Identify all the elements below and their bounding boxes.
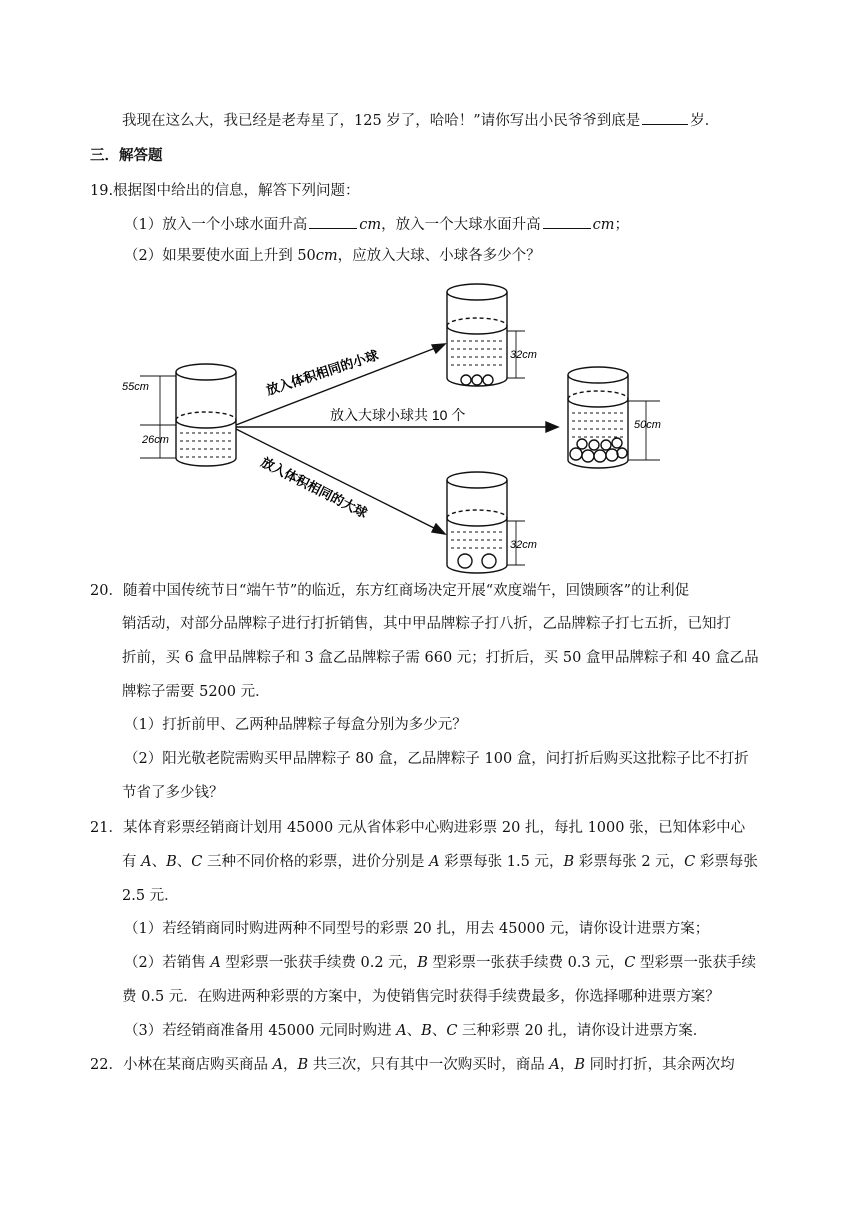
q20-part1: （1）打折前甲、乙两种品牌粽子每盒分别为多少元？ <box>124 717 467 733</box>
section-title: 三．解答题 <box>90 147 163 164</box>
q20-line4: 牌粽子需要 5200 元． <box>122 684 270 700</box>
unit: cm <box>359 217 382 233</box>
var-c: C <box>446 1023 458 1039</box>
right-cylinder <box>568 367 660 468</box>
text: ，放入一个大球水面升高 <box>381 217 541 233</box>
text: 型彩票一张获手续费 0.3 元， <box>427 955 625 971</box>
q21-part2-line2: 费 0.5 元．在购进两种彩票的方案中，为使销售完时获得手续费最多，你选择哪种进票方案？ <box>122 989 720 1005</box>
unit: cm <box>315 248 338 264</box>
var-a: A <box>429 854 440 870</box>
unit: cm <box>592 217 615 233</box>
var-b: B <box>166 854 177 870</box>
top-cylinder <box>447 284 525 386</box>
answer-blank-2[interactable] <box>543 214 591 229</box>
q20-part2-line1: （2）阳光敬老院需购买甲品牌粽子 80 盒，乙品牌粽子 100 盒，问打折后购买这批粽子比不打折 <box>124 751 749 767</box>
answer-blank-1[interactable] <box>309 214 357 229</box>
q19-part1 <box>124 214 629 235</box>
arrow-mid-label: 放入大球小球共 10 个 <box>330 407 466 423</box>
text: ； <box>614 217 629 233</box>
continuation-line <box>122 110 719 131</box>
var-c: C <box>624 955 636 971</box>
text: 有 <box>122 854 142 870</box>
var-a: A <box>396 1023 407 1039</box>
q20-line1: 20．随着中国传统节日“端午节”的临近，东方红商场决定开展“欢度端午，回馈顾客”的让利促 <box>90 583 690 599</box>
label-32-bottom: 32cm <box>510 539 537 551</box>
label-50: 50cm <box>634 419 661 431</box>
q21-part2 <box>124 953 756 973</box>
text: 彩票每张 1.5 元， <box>439 854 564 870</box>
label-26: 26cm <box>142 434 169 446</box>
var-a: A <box>272 1057 284 1073</box>
text: （3）若经销商准备用 45000 元同时购进 <box>124 1023 397 1039</box>
text: 共三次，只有其中一次购买时，商品 <box>308 1057 550 1073</box>
label-32-top: 32cm <box>510 349 537 361</box>
text: 22．小林在某商店购买商品 <box>90 1057 273 1073</box>
arrow-bottom-label: 放入体积相同的大球 <box>258 454 370 521</box>
text: 彩票每张 2 元， <box>574 854 685 870</box>
bottom-cylinder <box>447 472 525 573</box>
var-b: B <box>421 1023 432 1039</box>
text: ， <box>559 1057 575 1073</box>
text: 彩票每张 <box>695 854 758 870</box>
q20-part2-line2: 节省了多少钱？ <box>122 785 224 801</box>
var-c: C <box>684 854 696 870</box>
left-cylinder <box>140 364 236 466</box>
text: 型彩票一张获手续费 0.2 元， <box>220 955 418 971</box>
text: 同时打折，其余两次均 <box>585 1057 735 1073</box>
text: （2）如果要使水面上升到 50 <box>124 248 316 264</box>
q21-line2 <box>122 852 758 872</box>
var-c: C <box>191 854 203 870</box>
q20-line2: 销活动，对部分品牌粽子进行打折销售，其中甲品牌粽子打八折，乙品牌粽子打七五折，已知打 <box>122 616 731 632</box>
sep: 、 <box>151 854 167 870</box>
text: ， <box>283 1057 298 1073</box>
text: 三种彩票 20 扎，请你设计进票方案． <box>457 1023 708 1039</box>
text: （1）放入一个小球水面升高 <box>124 217 308 233</box>
var-b: B <box>417 955 428 971</box>
answer-blank[interactable] <box>642 110 688 125</box>
q21-line3: 2.5 元． <box>122 888 179 904</box>
text: 我现在这么大，我已经是老寿星了，125 岁了，哈哈！”请你写出小民爷爷到底是 <box>122 113 641 129</box>
sep: 、 <box>406 1023 422 1039</box>
text: 岁． <box>690 113 720 129</box>
q21-part1: （1）若经销商同时购进两种不同型号的彩票 20 扎，用去 45000 元，请你设计进票方案； <box>124 921 710 937</box>
label-55: 55cm <box>122 381 149 393</box>
var-a: A <box>141 854 152 870</box>
q20-line3: 折前，买 6 盒甲品牌粽子和 3 盒乙品牌粽子需 660 元；打折后，买 50 盒甲品牌粽子和 40 盒乙品 <box>122 650 759 666</box>
var-a: A <box>210 955 221 971</box>
var-a: A <box>549 1057 560 1073</box>
text: 型彩票一张获手续 <box>635 955 756 971</box>
q19-part2 <box>124 246 541 266</box>
text: （2）若销售 <box>124 955 211 971</box>
text: 三种不同价格的彩票，进价分别是 <box>202 854 430 870</box>
var-b: B <box>563 854 575 870</box>
q22-line1 <box>90 1055 735 1075</box>
var-b: B <box>574 1057 586 1073</box>
sep: 、 <box>431 1023 447 1039</box>
q19-stem: 19.根据图中给出的信息，解答下列问题： <box>90 183 360 199</box>
sep: 、 <box>176 854 192 870</box>
text: ，应放入大球、小球各多少个？ <box>337 248 541 264</box>
arrows <box>236 344 558 534</box>
q21-part3 <box>124 1021 707 1041</box>
cylinder-figure <box>120 275 680 575</box>
q21-line1: 21．某体育彩票经销商计划用 45000 元从省体彩中心购进彩票 20 扎，每扎 1000 张，已知体彩中心 <box>90 820 746 836</box>
arrow-top-label: 放入体积相同的小球 <box>264 347 381 398</box>
var-b: B <box>297 1057 309 1073</box>
